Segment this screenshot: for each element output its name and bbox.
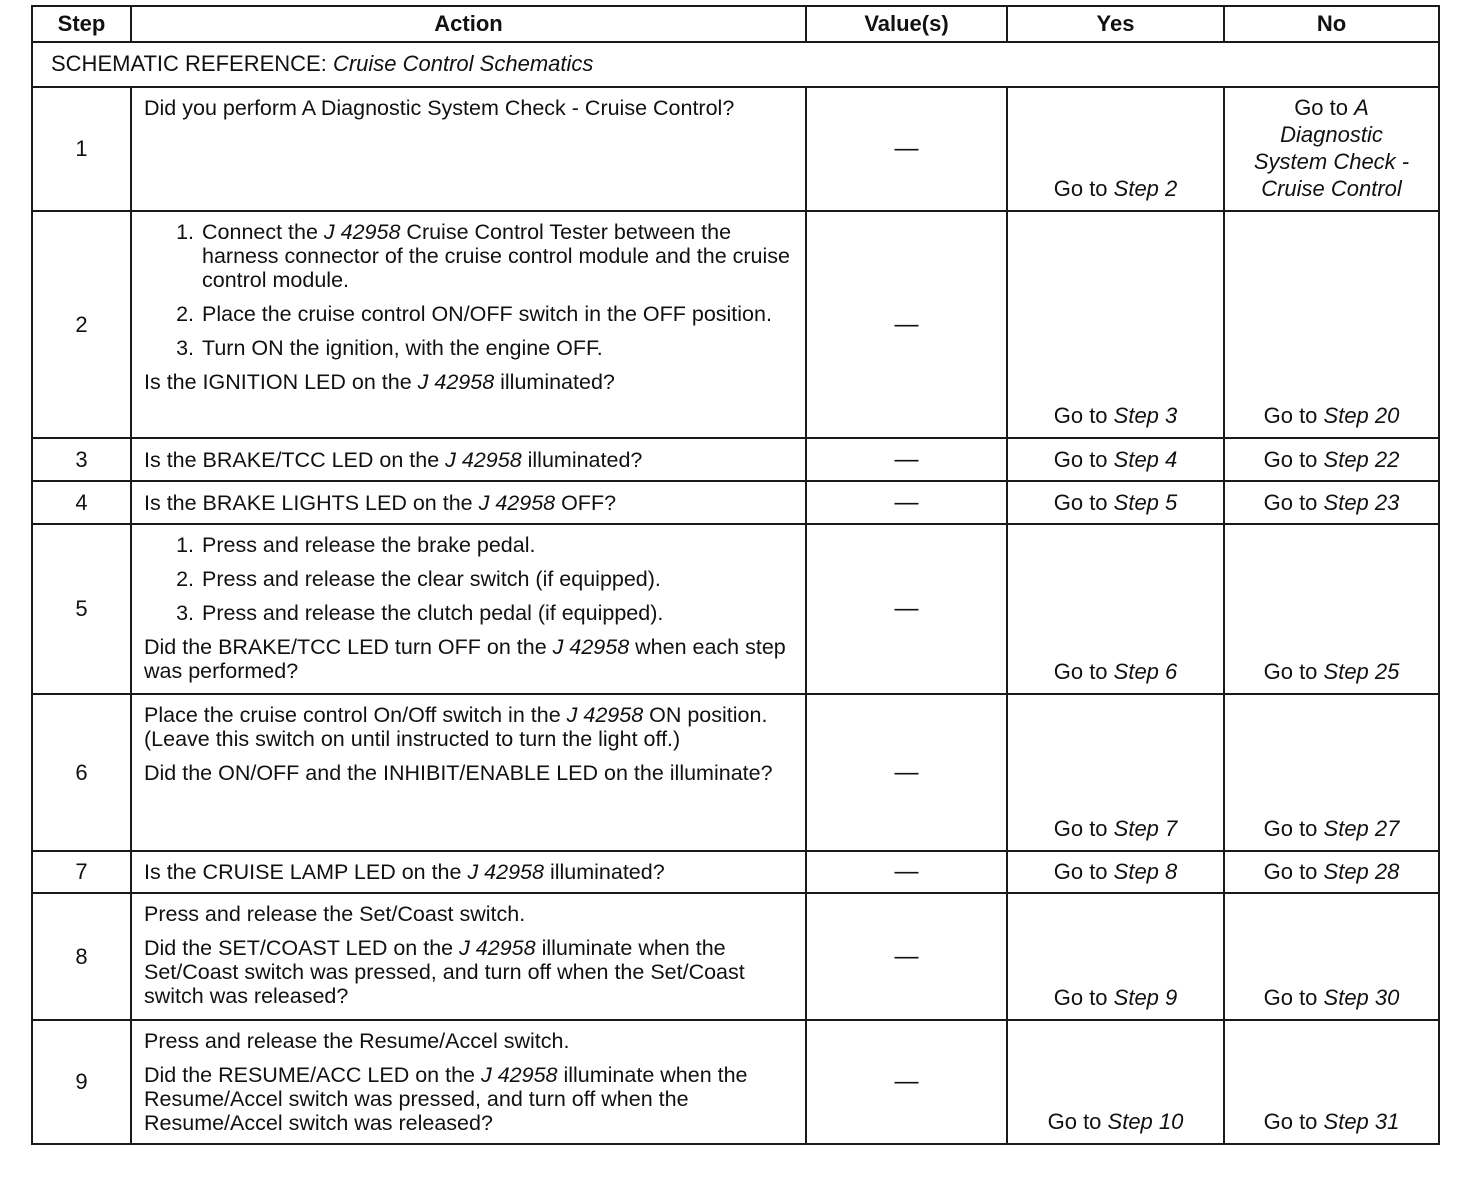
header-no: No bbox=[1224, 6, 1439, 42]
action-cell bbox=[131, 524, 806, 694]
step-number: 4 bbox=[32, 481, 131, 524]
yes-cell: Go to Step 3 bbox=[1007, 211, 1224, 438]
action-step: 3. Press and release the clutch pedal (if equipped). bbox=[200, 601, 793, 625]
no-target: Step 20 bbox=[1323, 403, 1400, 428]
action-steps bbox=[144, 533, 793, 625]
action-step: 2. Press and release the clear switch (if equipped). bbox=[200, 567, 793, 591]
yes-target: Step 6 bbox=[1113, 659, 1178, 684]
action-cell: Is the BRAKE/TCC LED on the J 42958 illuminated? bbox=[131, 438, 806, 481]
table-row bbox=[32, 524, 1439, 694]
yes-target: Step 2 bbox=[1113, 176, 1178, 201]
action-question: Did you perform A Diagnostic System Check - Cruise Control? bbox=[144, 96, 735, 120]
schematic-reference-row bbox=[32, 42, 1439, 87]
action-step: 2. Place the cruise control ON/OFF switch in the OFF position. bbox=[200, 302, 793, 326]
action-question: Did the ON/OFF and the INHIBIT/ENABLE LED on the illuminate? bbox=[144, 761, 773, 785]
action-steps bbox=[144, 220, 793, 360]
no-target: Step 23 bbox=[1323, 489, 1400, 515]
header-action: Action bbox=[131, 6, 806, 42]
yes-target: Step 7 bbox=[1113, 816, 1178, 841]
action-cell: Is the CRUISE LAMP LED on the J 42958 illuminated? bbox=[131, 851, 806, 893]
action-step: 1. Connect the J 42958 Cruise Control Tester between the harness connector of the cruise control module and the cruise control module. bbox=[200, 220, 793, 292]
no-target: Step 22 bbox=[1323, 446, 1400, 472]
no-cell: Go to Step 28 bbox=[1224, 851, 1439, 893]
yes-cell: Go to Step 6 bbox=[1007, 524, 1224, 694]
schematic-label: SCHEMATIC REFERENCE: bbox=[51, 51, 333, 76]
yes-target: Step 8 bbox=[1113, 859, 1178, 884]
action-instruction: Press and release the Resume/Accel switch. bbox=[144, 1029, 570, 1053]
schematic-ref: Cruise Control Schematics bbox=[332, 51, 594, 76]
value-cell: — bbox=[806, 851, 1007, 893]
no-cell: Go to A Diagnostic System Check - Cruise Control bbox=[1224, 87, 1439, 211]
action-cell bbox=[131, 87, 806, 211]
yes-target: Step 9 bbox=[1113, 985, 1178, 1010]
step-number: 3 bbox=[32, 438, 131, 481]
value-cell: — bbox=[806, 481, 1007, 524]
schematic-reference bbox=[32, 42, 1439, 87]
yes-cell: Go to Step 9 bbox=[1007, 893, 1224, 1020]
yes-target: Step 10 bbox=[1107, 1109, 1184, 1134]
value-cell: — bbox=[806, 438, 1007, 481]
no-target: Step 28 bbox=[1323, 859, 1400, 884]
yes-cell: Go to Step 10 bbox=[1007, 1020, 1224, 1144]
header-step: Step bbox=[32, 6, 131, 42]
value-cell: — bbox=[806, 893, 1007, 1020]
step-number: 5 bbox=[32, 524, 131, 694]
yes-target: Step 5 bbox=[1113, 489, 1178, 515]
header-yes: Yes bbox=[1007, 6, 1224, 42]
yes-cell: Go to Step 4 bbox=[1007, 438, 1224, 481]
value-cell: — bbox=[806, 211, 1007, 438]
step-number: 7 bbox=[32, 851, 131, 893]
table-row bbox=[32, 1020, 1439, 1144]
step-number: 1 bbox=[32, 87, 131, 211]
yes-target: Step 3 bbox=[1113, 403, 1178, 428]
table-row bbox=[32, 694, 1439, 851]
value-cell: — bbox=[806, 694, 1007, 851]
no-cell: Go to Step 20 bbox=[1224, 211, 1439, 438]
table-row bbox=[32, 893, 1439, 1020]
no-target: Step 27 bbox=[1323, 816, 1400, 841]
table-row bbox=[32, 87, 1439, 211]
no-target: A Diagnostic System Check - Cruise Control bbox=[1253, 95, 1410, 201]
table-row bbox=[32, 851, 1439, 893]
no-cell: Go to Step 27 bbox=[1224, 694, 1439, 851]
action-cell bbox=[131, 893, 806, 1020]
no-target: Step 25 bbox=[1323, 659, 1400, 684]
table-row bbox=[32, 211, 1439, 438]
action-cell: Is the BRAKE LIGHTS LED on the J 42958 OFF? bbox=[131, 481, 806, 524]
no-cell: Go to Step 25 bbox=[1224, 524, 1439, 694]
diagnostic-table bbox=[31, 5, 1440, 1145]
value-cell: — bbox=[806, 524, 1007, 694]
yes-cell: Go to Step 8 bbox=[1007, 851, 1224, 893]
step-number: 6 bbox=[32, 694, 131, 851]
action-instruction: Press and release the Set/Coast switch. bbox=[144, 902, 526, 926]
yes-cell: Go to Step 7 bbox=[1007, 694, 1224, 851]
yes-cell: Go to Step 5 bbox=[1007, 481, 1224, 524]
no-cell: Go to Step 30 bbox=[1224, 893, 1439, 1020]
step-number: 8 bbox=[32, 893, 131, 1020]
action-step: 1. Press and release the brake pedal. bbox=[200, 533, 793, 557]
action-cell bbox=[131, 211, 806, 438]
yes-cell: Go to Step 2 bbox=[1007, 87, 1224, 211]
action-instruction: Place the cruise control On/Off switch in the J 42958 ON position. (Leave this switch on until instructed to turn the light off.) bbox=[144, 703, 768, 751]
action-question: Did the RESUME/ACC LED on the J 42958 illuminate when the Resume/Accel switch was pressed, and turn off when the Resume/Accel switch was released? bbox=[144, 1063, 748, 1135]
no-cell: Go to Step 23 bbox=[1224, 481, 1439, 524]
no-target: Step 31 bbox=[1323, 1109, 1400, 1134]
action-question: Did the SET/COAST LED on the J 42958 illuminate when the Set/Coast switch was pressed, and turn off when the Set/Coast switch was released? bbox=[144, 936, 745, 1008]
action-question: Did the BRAKE/TCC LED turn OFF on the J 42958 when each step was performed? bbox=[144, 635, 786, 683]
action-step: 3. Turn ON the ignition, with the engine OFF. bbox=[200, 336, 793, 360]
table-row bbox=[32, 438, 1439, 481]
action-cell bbox=[131, 694, 806, 851]
no-cell: Go to Step 31 bbox=[1224, 1020, 1439, 1144]
header-values: Value(s) bbox=[806, 6, 1007, 42]
no-target: Step 30 bbox=[1323, 985, 1400, 1010]
step-number: 2 bbox=[32, 211, 131, 438]
yes-target: Step 4 bbox=[1113, 446, 1178, 472]
step-number: 9 bbox=[32, 1020, 131, 1144]
value-cell: — bbox=[806, 87, 1007, 211]
value-cell: — bbox=[806, 1020, 1007, 1144]
table-row bbox=[32, 481, 1439, 524]
action-cell bbox=[131, 1020, 806, 1144]
action-question: Is the IGNITION LED on the J 42958 illuminated? bbox=[144, 370, 615, 394]
header-row bbox=[32, 6, 1439, 42]
no-cell: Go to Step 22 bbox=[1224, 438, 1439, 481]
